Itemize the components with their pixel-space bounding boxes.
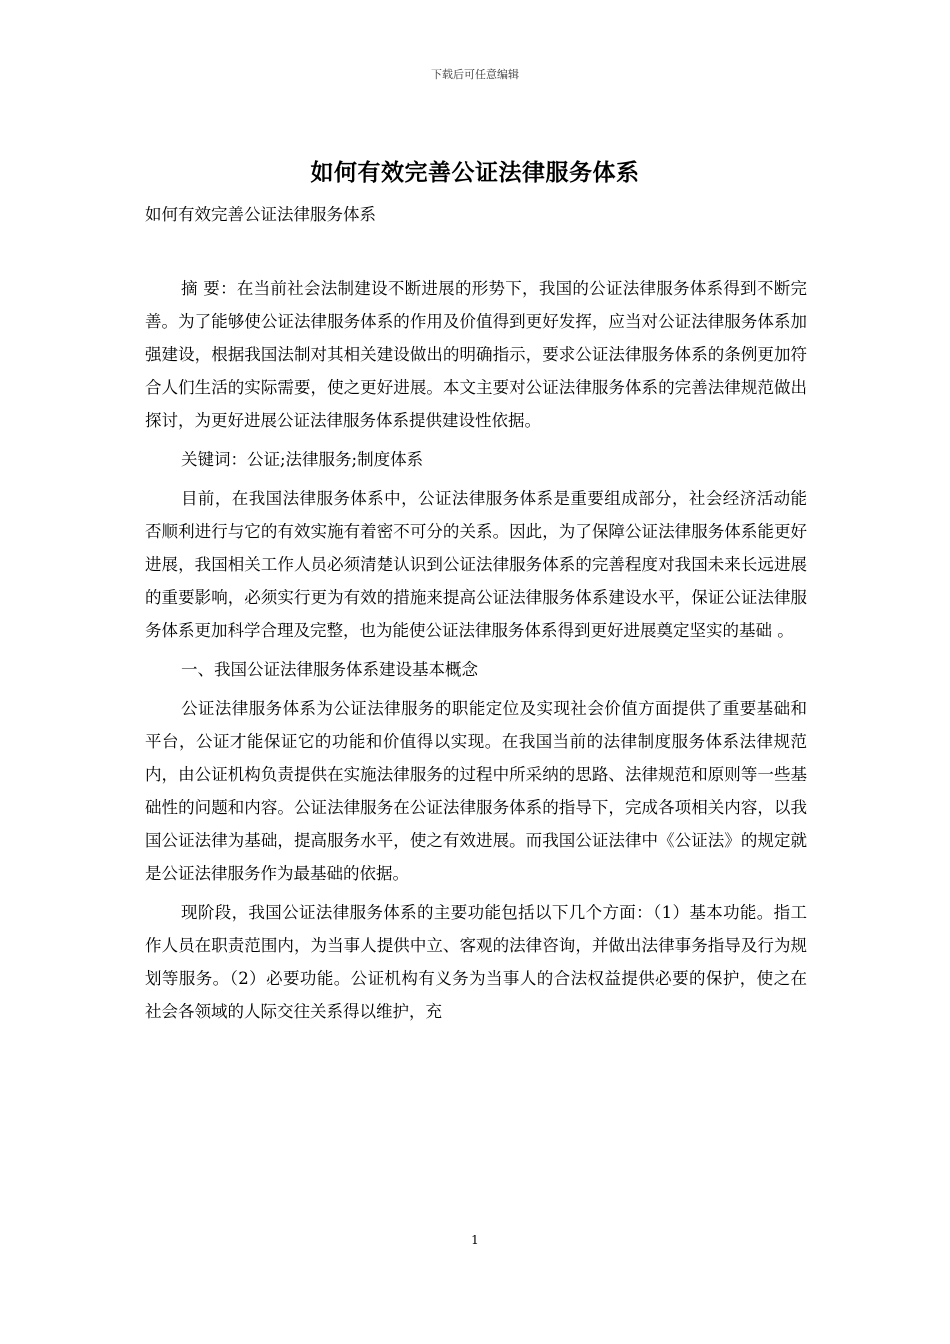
header-note: 下载后可任意编辑 bbox=[431, 68, 519, 81]
document-subtitle: 如何有效完善公证法律服务体系 bbox=[145, 205, 376, 224]
keywords-line: 关键词：公证;法律服务;制度体系 bbox=[181, 450, 424, 469]
body-paragraph: 公证法律服务体系为公证法律服务的职能定位及实现社会价值方面提供了重要基础和平台，公证才能保证它的功能和价值得以实现。在我国当前的法律制度服务体系法律规范内，由公证机构负责提供在实施法律服务的过程中所采纳的思路、法律规范和原则等一些基础性的问题和内容。公证法律服务在公证法律服务体系的指导下，完成各项相关内容，以我国公证法律为基础，提高服务水平，使之有效进展。而我国公证法律中《公证法》的规定就是公证法律服务作为最基础的依据。 bbox=[145, 699, 807, 883]
document-body bbox=[145, 272, 807, 1028]
abstract-paragraph: 摘 要：在当前社会法制建设不断进展的形势下，我国的公证法律服务体系得到不断完善。为了能够使公证法律服务体系的作用及价值得到更好发挥，应当对公证法律服务体系加强建设，根据我国法制对其相关建设做出的明确指示，要求公证法律服务体系的条例更加符合人们生活的实际需要，使之更好进展。本文主要对公证法律服务体系的完善法律规范做出探讨，为更好进展公证法律服务体系提供建设性依据。 bbox=[145, 279, 807, 430]
document-title: 如何有效完善公证法律服务体系 bbox=[310, 159, 640, 186]
section-heading: 一、我国公证法律服务体系建设基本概念 bbox=[181, 660, 478, 679]
intro-paragraph: 目前，在我国法律服务体系中，公证法律服务体系是重要组成部分，社会经济活动能否顺利进行与它的有效实施有着密不可分的关系。因此，为了保障公证法律服务体系能更好进展，我国相关工作人员必须清楚认识到公证法律服务体系的完善程度对我国未来长远进展的重要影响，必须实行更为有效的措施来提高公证法律服务体系建设水平，保证公证法律服务体系更加科学合理及完整，也为能使公证法律服务体系得到更好进展奠定坚实的基础 。 bbox=[145, 489, 807, 640]
page-number: 1 bbox=[471, 1233, 479, 1247]
body-paragraph: 现阶段，我国公证法律服务体系的主要功能包括以下几个方面：（1）基本功能。指工作人员在职责范围内，为当事人提供中立、客观的法律咨询，并做出法律事务指导及行为规划等服务。（2）必要功能。公证机构有义务为当事人的合法权益提供必要的保护，使之在社会各领域的人际交往关系得以维护，充 bbox=[145, 903, 807, 1021]
